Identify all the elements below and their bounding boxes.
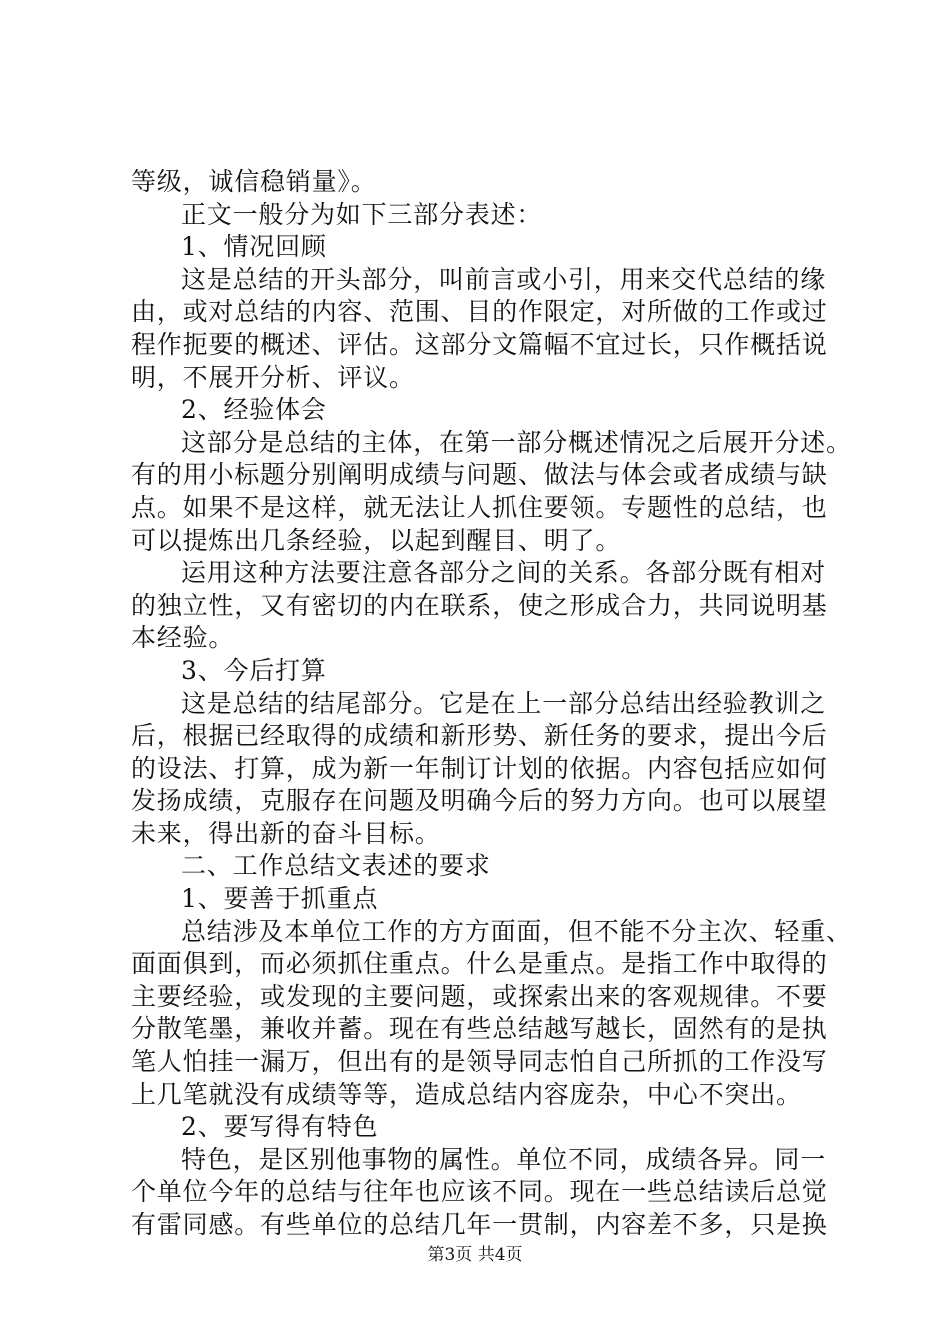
text-line: 个单位今年的总结与往年也应该不同。现在一些总结读后总觉 <box>131 1177 828 1207</box>
text-line: 等级，诚信稳销量》。 <box>131 167 377 196</box>
text-line: 这部分是总结的主体，在第一部分概述情况之后展开分述。 <box>181 427 852 457</box>
text-line: 这是总结的开头部分，叫前言或小引，用来交代总结的缘 <box>181 264 827 294</box>
text-line: 可以提炼出几条经验，以起到醒目、明了。 <box>131 525 622 555</box>
text-line: 的设法、打算，成为新一年制订计划的依据。内容包括应如何 <box>131 753 828 783</box>
text-line: 明，不展开分析、评议。 <box>131 362 415 392</box>
text-line: 上几笔就没有成绩等等，造成总结内容庞杂，中心不突出。 <box>131 1079 802 1109</box>
text-line: 总结涉及本单位工作的方方面面，但不能不分主次、轻重、 <box>181 916 852 946</box>
section-heading: 1、要善于抓重点 <box>181 884 379 914</box>
section-heading: 2、要写得有特色 <box>181 1112 379 1142</box>
text-line: 正文一般分为如下三部分表述： <box>181 199 543 229</box>
text-line: 本经验。 <box>131 623 235 653</box>
text-line: 程作扼要的概述、评估。这部分文篇幅不宜过长，只作概括说 <box>131 329 828 359</box>
page-number: 第3页 共4页 <box>427 1245 523 1265</box>
text-line: 有雷同感。有些单位的总结几年一贯制，内容差不多，只是换 <box>131 1210 828 1239</box>
text-line: 后，根据已经取得的成绩和新形势、新任务的要求，提出今后 <box>131 721 828 751</box>
text-line: 分散笔墨，兼收并蓄。现在有些总结越写越长，固然有的是执 <box>131 1014 828 1044</box>
section-heading: 二、工作总结文表述的要求 <box>181 851 491 881</box>
document-body <box>131 166 852 1242</box>
text-line: 运用这种方法要注意各部分之间的关系。各部分既有相对 <box>181 558 827 588</box>
text-line: 面面俱到，而必须抓住重点。什么是重点。是指工作中取得的 <box>131 949 828 979</box>
text-line: 发扬成绩，克服存在问题及明确今后的努力方向。也可以展望 <box>131 786 828 816</box>
section-heading: 1、情况回顾 <box>181 232 327 262</box>
text-line: 由，或对总结的内容、范围、目的作限定，对所做的工作或过 <box>131 297 828 327</box>
text-line: 笔人怕挂一漏万，但出有的是领导同志怕自己所抓的工作没写 <box>131 1047 828 1077</box>
page-footer <box>0 1244 950 1266</box>
section-heading: 2、经验体会 <box>181 395 327 425</box>
section-heading: 3、今后打算 <box>181 655 327 685</box>
text-line: 点。如果不是这样，就无法让人抓住要领。专题性的总结，也 <box>131 492 828 522</box>
text-line: 这是总结的结尾部分。它是在上一部分总结出经验教训之 <box>181 688 827 718</box>
text-line: 特色，是区别他事物的属性。单位不同，成绩各异。同一 <box>181 1144 827 1174</box>
text-line: 有的用小标题分别阐明成绩与问题、做法与体会或者成绩与缺 <box>131 460 828 490</box>
text-line: 主要经验，或发现的主要问题，或探索出来的客观规律。不要 <box>131 981 828 1011</box>
text-line: 未来，得出新的奋斗目标。 <box>131 818 441 848</box>
text-line: 的独立性，又有密切的内在联系，使之形成合力，共同说明基 <box>131 590 828 620</box>
